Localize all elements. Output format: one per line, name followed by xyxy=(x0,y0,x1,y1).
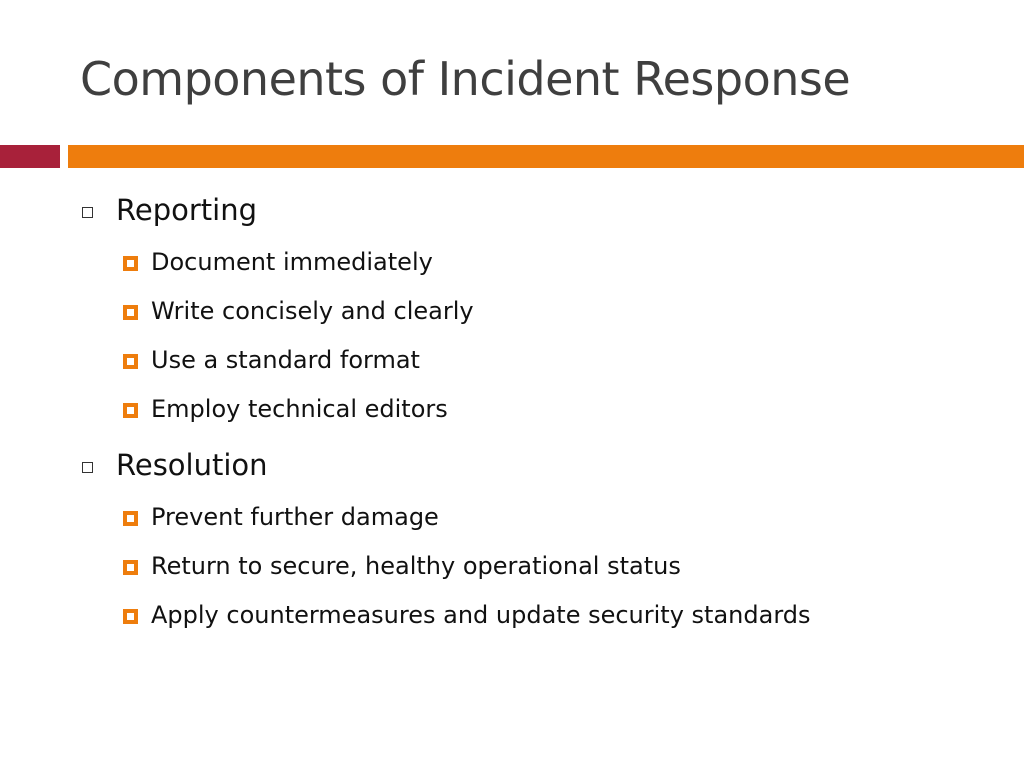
orange-square-bullet-icon xyxy=(123,560,138,575)
list-item: Use a standard format xyxy=(151,346,420,374)
list-item: Return to secure, healthy operational status xyxy=(151,552,681,580)
section-heading-reporting: Reporting xyxy=(116,193,257,227)
section-heading-resolution: Resolution xyxy=(116,448,268,482)
list-item: Document immediately xyxy=(151,248,433,276)
orange-square-bullet-icon xyxy=(123,403,138,418)
list-item: Apply countermeasures and update security standards xyxy=(151,601,811,629)
orange-square-bullet-icon xyxy=(123,305,138,320)
orange-square-bullet-icon xyxy=(123,609,138,624)
title-rule-red xyxy=(0,145,60,168)
hollow-square-bullet-icon xyxy=(82,462,93,473)
list-item: Employ technical editors xyxy=(151,395,448,423)
hollow-square-bullet-icon xyxy=(82,207,93,218)
orange-square-bullet-icon xyxy=(123,256,138,271)
orange-square-bullet-icon xyxy=(123,354,138,369)
slide-title: Components of Incident Response xyxy=(80,52,851,106)
list-item: Write concisely and clearly xyxy=(151,297,474,325)
orange-square-bullet-icon xyxy=(123,511,138,526)
title-rule-orange xyxy=(68,145,1024,168)
list-item: Prevent further damage xyxy=(151,503,439,531)
